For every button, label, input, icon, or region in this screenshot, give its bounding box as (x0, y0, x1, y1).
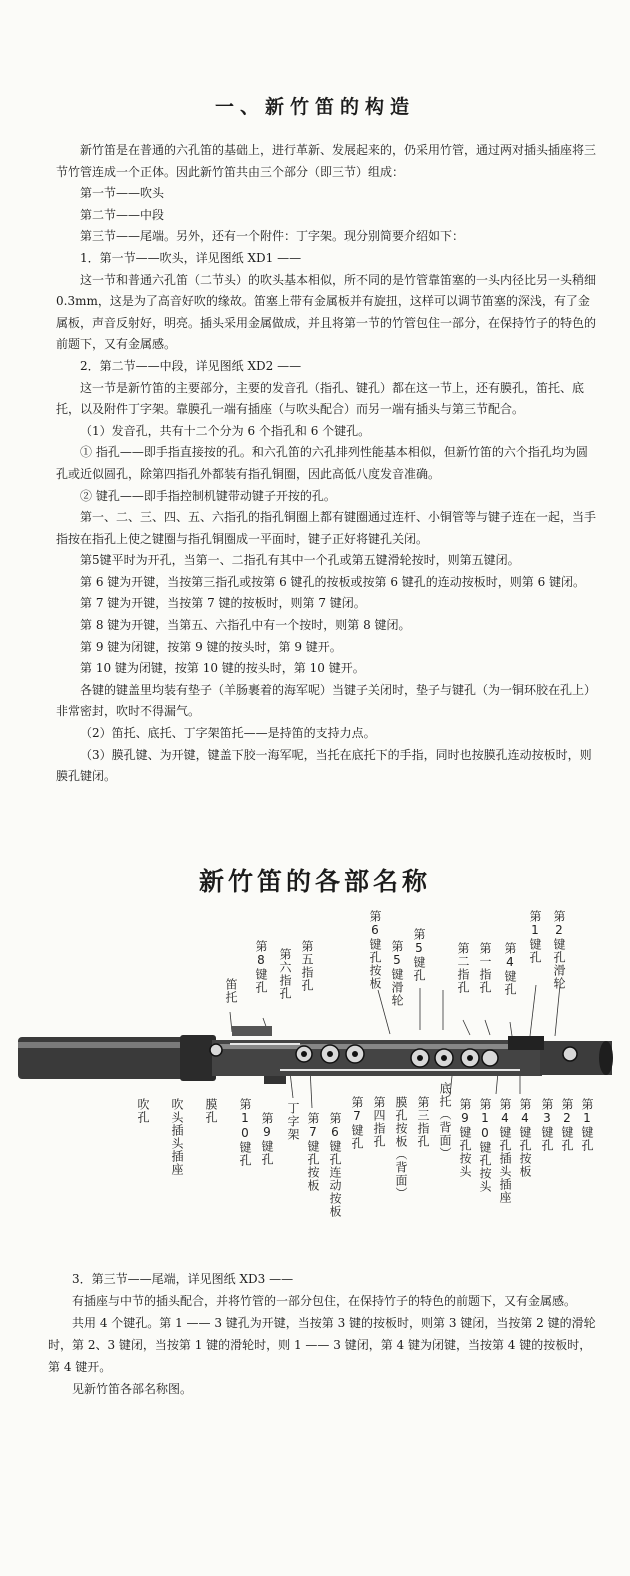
foot-end (599, 1041, 613, 1075)
paragraph: 见新竹笛各部名称图。 (72, 1382, 193, 1396)
paragraph: 2．第二节——中段，详见图纸 XD2 —— (80, 358, 302, 373)
label-finger2: 第二指孔 (456, 942, 470, 994)
label-finger4: 第四指孔 (372, 1096, 386, 1148)
paragraph: 第 9 键为闭键，按第 9 键的按头时，第 9 键开。 (80, 639, 342, 654)
label-membrane-plate: 膜孔按板（背面） (394, 1096, 408, 1200)
paragraph: 第 6 键为开键，当按第三指孔或按第 6 键孔的按板或按第 6 键孔的连动按板时，则第 6 键闭。 (80, 574, 586, 589)
label-key5-roller: 第5键滑轮 (390, 940, 404, 1007)
label-key1-hole-bottom: 第1键孔 (580, 1098, 594, 1152)
label-key3-hole: 第3键孔 (540, 1098, 554, 1152)
paragraph: 各键的键盖里均装有垫子（羊肠裹着的海军呢）当键子关闭时，垫子与键孔（为一铜环胶在孔上）非常密封，吹时不得漏气。 (56, 682, 597, 719)
paragraph: 3．第三节——尾端，详见图纸 XD3 —— (72, 1272, 294, 1286)
paragraph: ① 指孔——即手指直接按的孔。和六孔笛的六孔排列性能基本相似，但新竹笛的六个指孔均为圆孔或近似圆孔，除第四指孔外都装有指孔铜圈，因此高低八度发音准确。 (56, 445, 588, 481)
diagram-title: 新竹笛的各部名称 (198, 867, 431, 896)
paragraph: （1）发音孔，共有十二个分为 6 个指孔和 6 个键孔。 (80, 423, 371, 438)
label-finger1: 第一指孔 (478, 942, 492, 994)
label-key7-hole: 第7键孔 (350, 1096, 364, 1150)
thumb-rest (232, 1026, 272, 1036)
page-title: 一、新竹笛的构造 (214, 96, 415, 118)
label-membrane-hole: 膜孔 (204, 1098, 218, 1124)
label-thumb-rest: 笛托 (224, 978, 238, 1004)
label-key2-hole: 第2键孔 (560, 1098, 574, 1152)
socket-ring (180, 1035, 216, 1081)
paragraph: （3）膜孔键、为开键，键盖下胶一海军呢，当托在底托下的手指，同时也按膜孔连动按板时，则膜孔键闭。 (56, 747, 592, 784)
label-key6-link-plate: 第6键孔连动按板 (328, 1112, 342, 1218)
label-key6-plate: 第6键孔按板 (368, 910, 382, 990)
head-highlight (18, 1042, 188, 1048)
label-key10-head: 第10键孔按头 (478, 1098, 492, 1193)
paragraph: （2）笛托、底托、丁字架笛托——是持笛的支持力点。 (80, 726, 376, 741)
label-key7-plate: 第7键孔按板 (306, 1112, 320, 1192)
paragraph: 第三节——尾端。另外，还有一个附件：丁字架。现分别简要介绍如下： (80, 229, 465, 244)
paragraph: 有插座与中节的插头配合，并将竹管的一部分包住，在保持竹子的特色的前题下，又有金属感。 (72, 1294, 577, 1308)
paragraph: 第 8 键为开键，当第五、六指孔中有一个按时，则第 8 键闭。 (80, 618, 411, 633)
paragraph: 1．第一节——吹头，详见图纸 XD1 —— (80, 250, 302, 265)
label-key1-hole: 第1键孔 (528, 910, 542, 964)
label-key8-hole: 第8键孔 (254, 940, 268, 994)
label-key10-hole: 第10键孔 (238, 1098, 252, 1167)
label-key4-socket: 第4键孔插头插座 (498, 1098, 512, 1204)
section3 (48, 1268, 596, 1400)
paragraph: 第二节——中段 (80, 207, 165, 222)
paragraph: 新竹笛是在普通的六孔笛的基础上，进行革新、发展起来的，仍采用竹管，通过两对插头插座将三节竹管连成一个正体。因此新竹笛共由三个部分（即三节）组成： (56, 143, 597, 179)
paragraph: ② 键孔——即手指控制机键带动键子开按的孔。 (80, 488, 336, 503)
paragraph: 这一节和普通六孔笛（二节头）的吹头基本相似，所不同的是竹管靠笛塞的一头内径比另一头稍细0.3mm，这是为了高音好吹的缘故。笛塞上带有金属板并有旋扭，这样可以调节笛塞的深浅，有了金属板，声音反射好，明亮。插头采用金属做成，并且将第一节的竹管包住一部分，在保持竹子的特色的前题下，又有金属感。 (56, 272, 597, 352)
paragraph: 第一、二、三、四、五、六指孔的指孔铜圈上都有键圈通过连杆、小铜管等与键子连在一起，当手指按在指孔上使之键圈与指孔铜圈成一平面时，键子正好将键孔关闭。 (56, 510, 597, 546)
paragraph: 第5键平时为开孔，当第一、二指孔有其中一个孔或第五键滑轮按时，则第五键闭。 (80, 553, 520, 568)
label-blow-hole: 吹孔 (136, 1098, 150, 1124)
label-key4-plate: 第4键孔按板 (518, 1098, 532, 1178)
label-key9-head: 第9键孔按头 (458, 1098, 472, 1178)
paragraph: 第 7 键为开键，当按第 7 键的按板时，则第 7 键闭。 (80, 596, 366, 611)
label-finger6: 第六指孔 (278, 948, 292, 1000)
label-key2-roller: 第2键孔滑轮 (552, 910, 566, 990)
paragraph: 共用 4 个键孔。第 1 —— 3 键孔为开键，当按第 3 键的按板时，则第 3 键闭，当按第 2 键的滑轮时，第 2、3 键闭，当按第 1 键的滑轮时，则 1 —— 3 键闭，第 4 键为闭键，当按第 4 键的按板时，第 4 键开。 (48, 1316, 596, 1374)
key-cluster (508, 1036, 544, 1050)
paragraph: 第 10 键为闭键，按第 10 键的按头时，第 10 键开。 (80, 661, 365, 676)
label-t-bracket: 丁字架 (286, 1102, 300, 1141)
t-bracket (264, 1076, 286, 1084)
paragraph: 这一节是新竹笛的主要部分，主要的发音孔（指孔、键孔）都在这一节上，还有膜孔，笛托、底托，以及附件丁字架。靠膜孔一端有插座（与吹头配合）而另一端有插头与第三节配合。 (56, 380, 585, 417)
label-bottom-rest: 底托（背面） (438, 1082, 452, 1160)
label-key4-hole: 第4键孔 (503, 942, 517, 996)
paragraph: 第一节——吹头 (80, 186, 165, 201)
label-key9-hole: 第9键孔 (260, 1112, 274, 1166)
label-finger5: 第五指孔 (300, 940, 314, 992)
label-head-socket: 吹头插头插座 (170, 1098, 184, 1176)
label-finger3: 第三指孔 (416, 1096, 430, 1148)
label-key5-hole: 第5键孔 (412, 928, 426, 982)
